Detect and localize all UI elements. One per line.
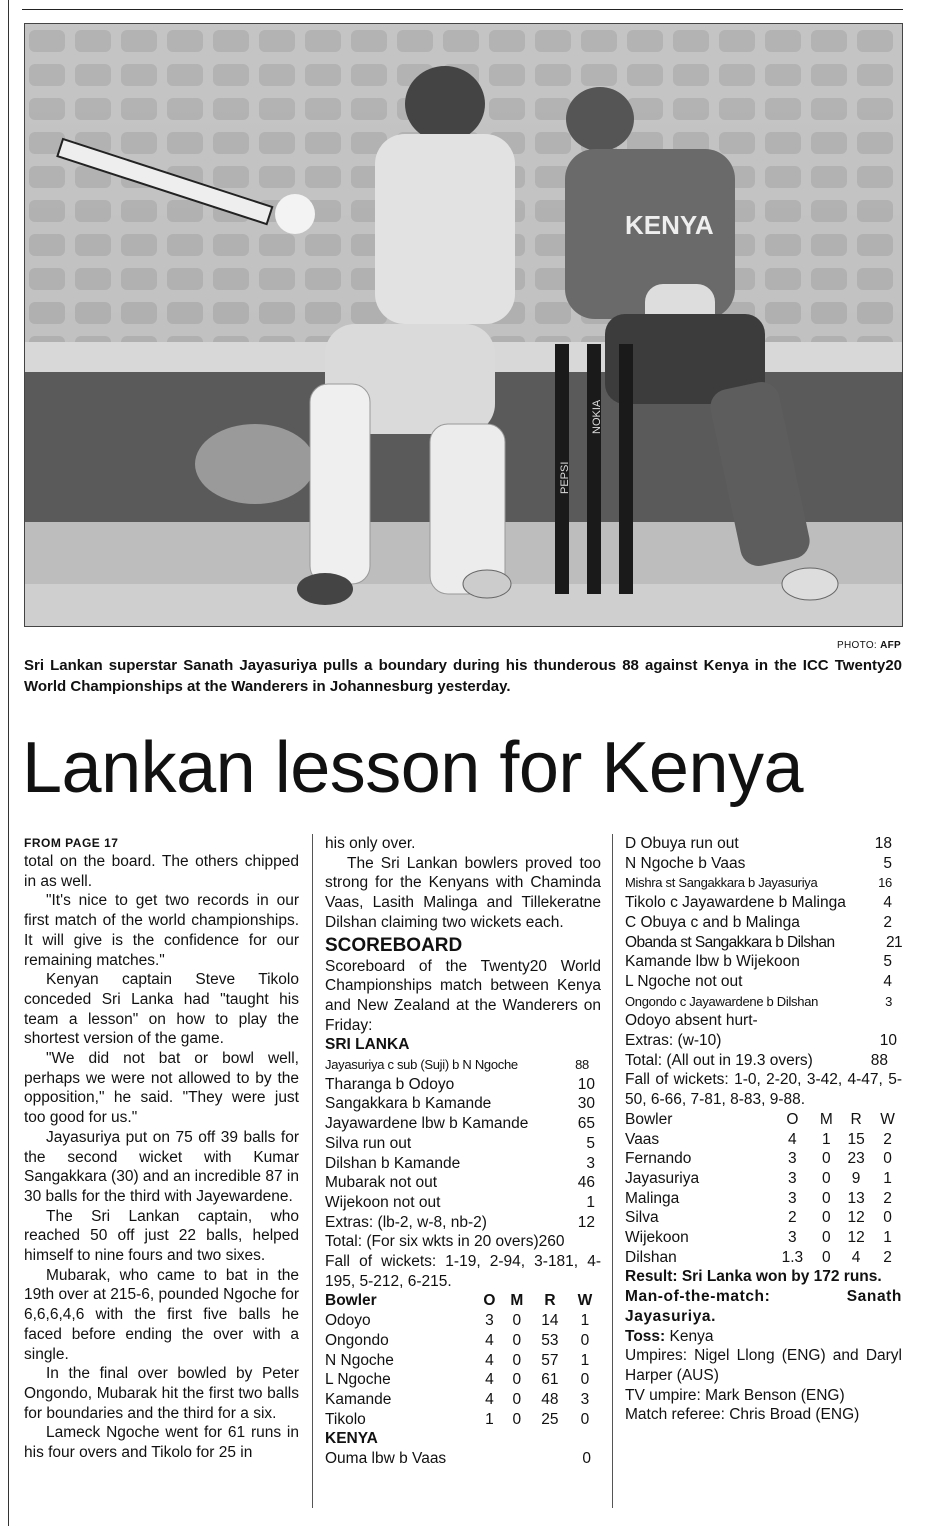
article-paragraph: Lameck Ngoche went for 61 runs in his four overs and Tikolo for 25 in <box>24 1424 299 1462</box>
runs: 15 <box>847 1130 865 1148</box>
col-header: W <box>577 1292 593 1310</box>
runs: 13 <box>847 1189 865 1207</box>
bowler-name: Kamande <box>325 1390 392 1408</box>
bowler-name: Dilshan <box>625 1248 677 1266</box>
batsman-name: N Ngoche b Vaas <box>625 854 746 872</box>
batsman-runs: 5 <box>883 953 892 971</box>
headline: Lankan lesson for Kenya <box>22 728 804 808</box>
batsman-runs: 16 <box>878 875 892 891</box>
bowling-row <box>325 1351 601 1371</box>
batsman-name: Silva run out <box>325 1134 412 1152</box>
bowling-row <box>325 1390 601 1410</box>
batsman-runs: 30 <box>577 1095 595 1113</box>
batsman-name: Jayawardene lbw b Kamande <box>325 1115 529 1133</box>
batsman-name: Odoyo absent hurt- <box>625 1012 758 1030</box>
bowling-table-kenya <box>325 1291 601 1429</box>
col-header: Bowler <box>625 1110 673 1128</box>
batting-row <box>625 992 902 1012</box>
bowling-row <box>625 1208 902 1228</box>
maidens: 0 <box>512 1410 522 1428</box>
bowler-name: Fernando <box>625 1150 692 1168</box>
fall-of-wickets: Fall of wickets: 1-19, 2-94, 3-181, 4-195, 5-212, 6-215. <box>325 1253 601 1290</box>
wickets: 0 <box>580 1410 590 1428</box>
batting-row <box>625 854 902 874</box>
article-paragraph: Jayasuriya put on 75 off 39 balls for the second wicket with Kumar Sangakkara (30) and an incredible 87 in 30 balls for the third with Jayewardene. <box>24 1128 299 1205</box>
maidens: 0 <box>512 1312 522 1330</box>
batting-row <box>325 1055 601 1075</box>
batsman-runs: 88 <box>575 1057 589 1073</box>
maidens: 0 <box>822 1229 831 1247</box>
column-rule-2 <box>612 834 613 1508</box>
shirt-text: KENYA <box>625 210 714 240</box>
col-header: O <box>483 1292 496 1310</box>
bowler-name: Wijekoon <box>625 1229 689 1247</box>
overs: 3 <box>788 1189 797 1207</box>
batsman-runs: 4 <box>883 972 892 990</box>
overs: 1.3 <box>781 1248 804 1266</box>
article-column-2 <box>325 834 601 1469</box>
batting-row <box>325 1193 601 1213</box>
man-of-the-match: Man-of-the-match: Sanath Jayasuriya. <box>625 1288 902 1325</box>
runs: 14 <box>541 1312 559 1330</box>
stump-brand-1: PEPSI <box>559 461 571 494</box>
total-row: Total: (For six wkts in 20 overs)260 <box>325 1233 565 1251</box>
bowling-header-row <box>625 1110 902 1130</box>
runs: 12 <box>847 1229 865 1247</box>
runs: 61 <box>541 1371 559 1389</box>
extras-value: 10 <box>879 1032 897 1050</box>
batsman-name: Wijekoon not out <box>325 1193 441 1211</box>
batsman-name: C Obuya c and b Malinga <box>625 913 800 931</box>
batsman-name: Tikolo c Jayawardene b Malinga <box>625 894 846 912</box>
fall-of-wickets: Fall of wickets: 1-0, 2-20, 3-42, 4-47, 5-50, 6-66, 7-81, 8-83, 9-88. <box>625 1071 902 1109</box>
toss <box>625 1327 902 1347</box>
runs: 57 <box>541 1351 559 1369</box>
wickets: 0 <box>580 1331 590 1349</box>
batsman-runs: 21 <box>885 933 902 951</box>
overs: 3 <box>788 1169 797 1187</box>
maidens: 0 <box>512 1390 522 1408</box>
bowling-row <box>625 1248 902 1268</box>
bowler-name: L Ngoche <box>325 1371 391 1389</box>
overs: 3 <box>788 1150 797 1168</box>
maidens: 0 <box>822 1169 831 1187</box>
overs: 1 <box>485 1410 494 1428</box>
batsman-name: Kamande lbw b Wijekoon <box>625 953 800 971</box>
runs: 23 <box>847 1150 865 1168</box>
bowling-row <box>325 1331 601 1351</box>
maidens: 0 <box>512 1331 522 1349</box>
batting-row <box>625 1011 902 1031</box>
bowler-name: N Ngoche <box>325 1351 394 1369</box>
batting-row <box>325 1173 601 1193</box>
bowling-row <box>625 1169 902 1189</box>
batsman-name: Dilshan b Kamande <box>325 1154 461 1172</box>
bowling-row <box>625 1189 902 1209</box>
toss-value: Kenya <box>669 1327 714 1345</box>
batting-row <box>625 952 902 972</box>
extras-label: Extras: (w-10) <box>625 1032 722 1050</box>
wickets: 1 <box>580 1312 590 1330</box>
batsman-runs: 3 <box>885 993 892 1009</box>
bowling-header-row <box>325 1291 601 1311</box>
wickets: 2 <box>883 1248 892 1266</box>
article-column-3 <box>625 834 902 1425</box>
toss-label: Toss: <box>625 1327 666 1345</box>
photo-credit <box>837 640 901 651</box>
batsman-name: Mishra st Sangakkara b Jayasuriya <box>625 875 818 891</box>
stump-brand-2: NOKIA <box>591 399 603 434</box>
batsman-name: Extras: (lb-2, w-8, nb-2) <box>325 1213 487 1231</box>
batting-row <box>325 1213 601 1233</box>
runs: 53 <box>541 1331 559 1349</box>
wickets: 1 <box>580 1351 590 1369</box>
credit-source: AFP <box>880 640 901 651</box>
maidens: 0 <box>512 1371 522 1389</box>
team-sri-lanka: SRI LANKA <box>325 1036 410 1054</box>
col-header: R <box>544 1292 556 1310</box>
total-value: 88 <box>870 1051 888 1069</box>
left-page-rule <box>8 0 9 1526</box>
bowling-row <box>325 1410 601 1430</box>
photo-caption: Sri Lankan superstar Sanath Jayasuriya pulls a boundary during his thunderous 88 against Kenya in the ICC Twenty20 World Championships at the Wanderers in Johannesburg yesterday. <box>24 657 902 695</box>
maidens: 0 <box>822 1150 831 1168</box>
wickets: 3 <box>580 1390 590 1408</box>
runs: 48 <box>541 1390 559 1408</box>
bowling-table-sri-lanka <box>625 1110 902 1268</box>
runs: 12 <box>847 1209 865 1227</box>
total-label: Total: (All out in 19.3 overs) <box>625 1051 813 1069</box>
batting-row <box>325 1154 601 1174</box>
batsman-name: L Ngoche not out <box>625 972 743 990</box>
maidens: 1 <box>822 1130 831 1148</box>
maidens: 0 <box>822 1209 831 1227</box>
bowling-row <box>325 1311 601 1331</box>
extras-row <box>625 1031 902 1051</box>
bowler-name: Vaas <box>625 1130 660 1148</box>
from-page-label: FROM PAGE 17 <box>24 836 119 850</box>
runs: 4 <box>851 1248 861 1266</box>
runs: 25 <box>541 1410 559 1428</box>
batsman-runs: 2 <box>883 913 892 931</box>
bowling-row <box>625 1149 902 1169</box>
scoreboard-intro: Scoreboard of the Twenty20 World Championships match between Kenya and New Zealand at the Wanderers on Friday: <box>325 957 601 1034</box>
news-photo <box>24 23 903 627</box>
overs: 4 <box>485 1371 494 1389</box>
tv-umpire: TV umpire: Mark Benson (ENG) <box>625 1386 845 1404</box>
match-result: Result: Sri Lanka won by 172 runs. <box>625 1268 882 1286</box>
batsman-runs: 3 <box>586 1154 595 1172</box>
batting-row <box>625 873 902 893</box>
wickets: 0 <box>580 1371 590 1389</box>
batsman-runs: 46 <box>577 1174 595 1192</box>
scoreboard-title: SCOREBOARD <box>325 934 463 956</box>
article-paragraph: total on the board. The others chipped in as well. <box>24 853 299 890</box>
col-header: M <box>819 1110 833 1128</box>
article-paragraph: The Sri Lankan bowlers proved too strong for the Kenyans with Chaminda Vaas, Lasith Malinga and Tillekeratne Dilshan claiming two wickets each. <box>325 854 601 931</box>
umpires: Umpires: Nigel Llong (ENG) and Daryl Harper (AUS) <box>625 1347 902 1384</box>
batsman-runs: 0 <box>582 1450 591 1468</box>
batsman-name: Ongondo c Jayawardene b Dilshan <box>625 993 819 1009</box>
batting-row <box>325 1134 601 1154</box>
col-header: Bowler <box>325 1292 377 1310</box>
cricket-photo-illustration <box>25 24 902 626</box>
batsman-runs: 18 <box>874 835 892 852</box>
bowling-row <box>625 1228 902 1248</box>
bowling-row <box>625 1130 902 1150</box>
article-paragraph: Kenyan captain Steve Tikolo conceded Sri Lanka had "taught his team a lesson" on how to play the shortest version of the game. <box>24 971 299 1048</box>
batting-row <box>325 1449 601 1469</box>
batting-row <box>325 1114 601 1134</box>
credit-label: PHOTO: <box>837 640 877 651</box>
batsman-runs: 1 <box>586 1193 595 1211</box>
maidens: 0 <box>512 1351 522 1369</box>
wickets: 1 <box>883 1229 892 1247</box>
bowler-name: Odoyo <box>325 1312 371 1330</box>
column-rule-1 <box>312 834 313 1508</box>
overs: 3 <box>788 1229 797 1247</box>
batsman-name: Sangakkara b Kamande <box>325 1095 492 1113</box>
article-paragraph: The Sri Lankan captain, who reached 50 off just 22 balls, helped himself to nine fours and two sixes. <box>24 1207 299 1265</box>
article-column-1 <box>24 834 299 1463</box>
batsman-runs: 5 <box>586 1134 595 1152</box>
wickets: 1 <box>883 1169 892 1187</box>
batsman-name: Ouma lbw b Vaas <box>325 1450 447 1468</box>
bowler-name: Silva <box>625 1209 659 1227</box>
batting-row <box>625 933 902 953</box>
bowler-name: Ongondo <box>325 1331 389 1349</box>
batsman-name: D Obuya run out <box>625 835 739 852</box>
total-row <box>625 1051 902 1071</box>
article-paragraph: In the final over bowled by Peter Ongondo, Mubarak hit the first two balls for boundaries and the third for a six. <box>24 1365 299 1422</box>
batsman-name: Obanda st Sangakkara b Dilshan <box>625 933 835 951</box>
article-paragraph: "It's nice to get two records in our first match of the world championships. It will give is the confidence for our remaining matches." <box>24 892 299 969</box>
article-paragraph: "We did not bat or bowl well, perhaps we were not allowed to by the opposition," he said. "They were just too good for us." <box>24 1050 299 1127</box>
wickets: 2 <box>883 1189 892 1207</box>
batsman-runs: 10 <box>577 1075 595 1093</box>
batsman-name: Tharanga b Odoyo <box>325 1075 455 1093</box>
batting-row <box>625 972 902 992</box>
overs: 3 <box>485 1312 494 1330</box>
col-header: W <box>880 1110 895 1128</box>
batting-row <box>625 893 902 913</box>
batsman-name: Jayasuriya c sub (Suji) b N Ngoche <box>325 1057 518 1073</box>
batsman-runs: 65 <box>577 1115 595 1133</box>
batting-row <box>325 1075 601 1095</box>
batsman-runs: 5 <box>883 854 892 872</box>
col-header: M <box>510 1292 524 1310</box>
bowler-name: Malinga <box>625 1189 680 1207</box>
wickets: 0 <box>883 1150 892 1168</box>
batsman-runs: 4 <box>883 894 892 912</box>
maidens: 0 <box>822 1189 831 1207</box>
bowling-row <box>325 1370 601 1390</box>
col-header: O <box>786 1110 799 1128</box>
batting-row <box>625 834 902 854</box>
bowler-name: Tikolo <box>325 1410 366 1428</box>
top-rule <box>22 9 903 10</box>
batting-row <box>625 913 902 933</box>
overs: 4 <box>788 1130 797 1148</box>
match-referee: Match referee: Chris Broad (ENG) <box>625 1406 860 1424</box>
overs: 4 <box>485 1331 494 1349</box>
batting-row <box>325 1094 601 1114</box>
overs: 2 <box>788 1209 797 1227</box>
runs: 9 <box>851 1169 861 1187</box>
col-header: R <box>850 1110 862 1128</box>
wickets: 2 <box>883 1130 892 1148</box>
maidens: 0 <box>822 1248 831 1266</box>
team-kenya: KENYA <box>325 1430 378 1448</box>
batsman-runs: 12 <box>577 1213 595 1231</box>
article-paragraph: his only over. <box>325 835 416 852</box>
overs: 4 <box>485 1351 494 1369</box>
batsman-name: Mubarak not out <box>325 1174 438 1192</box>
bowler-name: Jayasuriya <box>625 1169 700 1187</box>
overs: 4 <box>485 1390 494 1408</box>
wickets: 0 <box>883 1209 892 1227</box>
article-paragraph: Mubarak, who came to bat in the 19th over at 215-6, pounded Ngoche for 6,6,6,4,6 with the first five balls he faced before ending the over with a single. <box>24 1266 299 1363</box>
